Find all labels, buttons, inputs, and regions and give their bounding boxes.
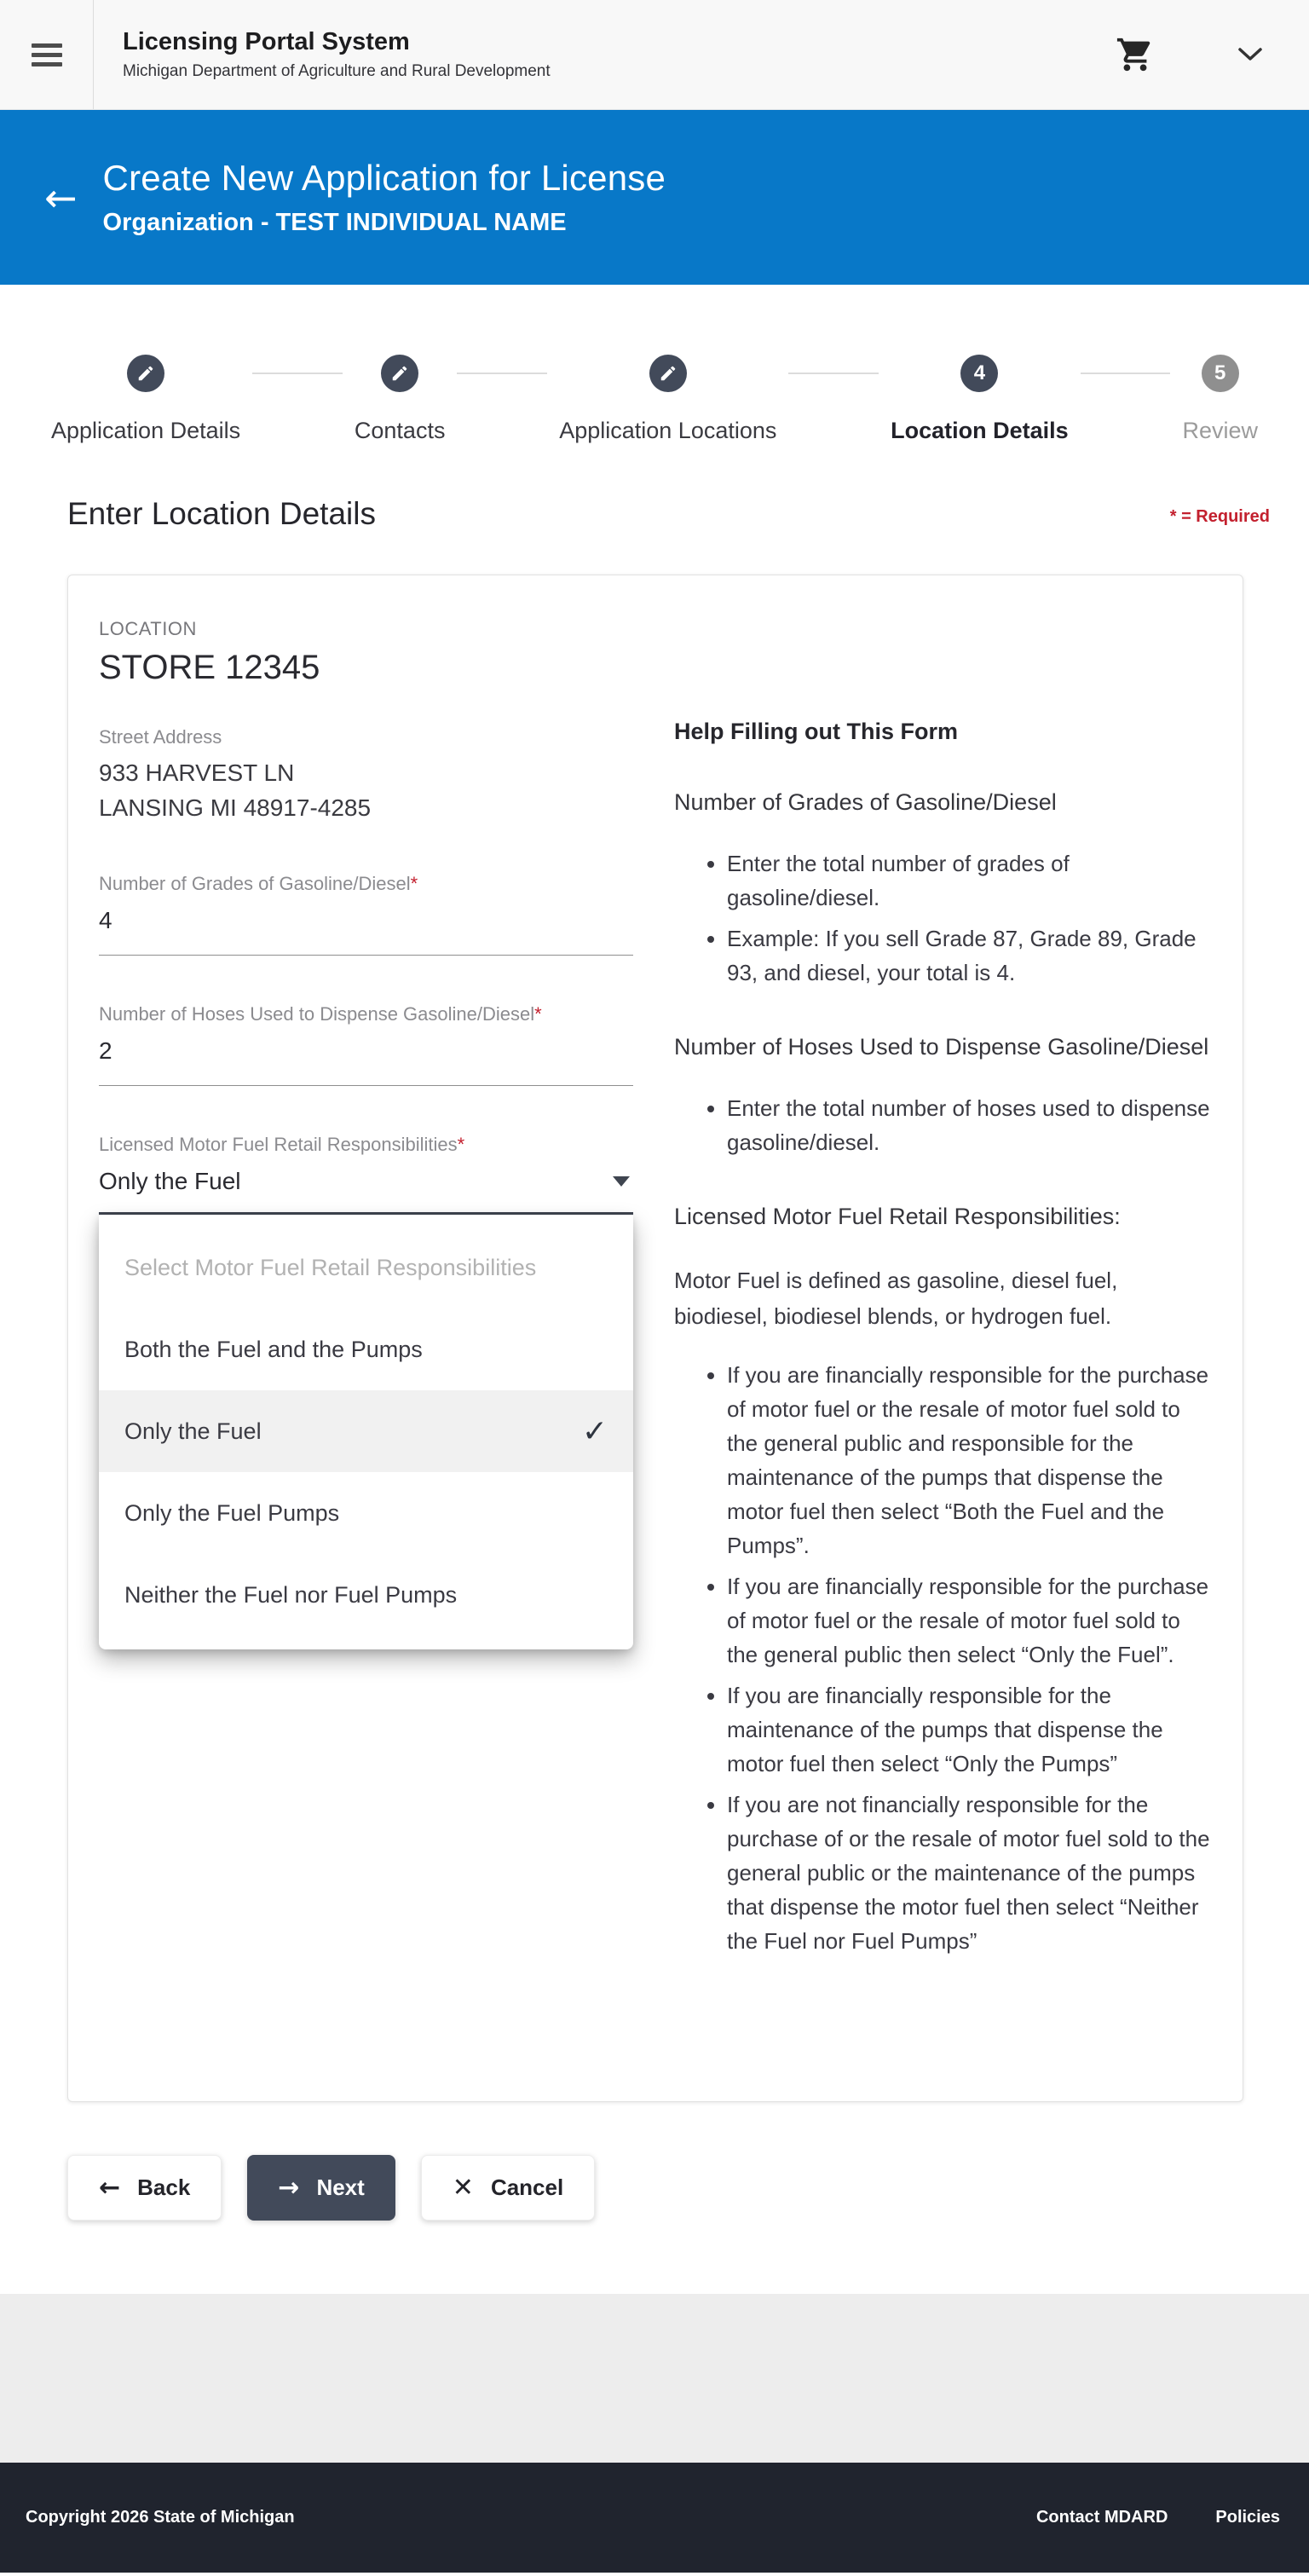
- banner-subtitle: Organization - TEST INDIVIDUAL NAME: [102, 209, 567, 236]
- step-3-label: Application Locations: [559, 418, 777, 443]
- hoses-field-group: [99, 1003, 633, 1086]
- step-5-label: Review: [1182, 418, 1258, 443]
- street-address-value: 933 HARVEST LN LANSING MI 48917-4285: [99, 760, 372, 821]
- location-details-card: [67, 575, 1243, 2102]
- help-bullet-list: [674, 846, 1211, 990]
- help-bullet: • Enter the total number of grades of gasoline/diesel.: [727, 846, 1211, 915]
- step-5-circle: 5: [1202, 355, 1239, 392]
- required-asterisk: *: [534, 1003, 542, 1025]
- wizard-stepper: [0, 327, 1309, 445]
- hamburger-icon: [32, 38, 62, 72]
- responsibilities-field-group: [99, 1134, 633, 1215]
- responsibilities-dropdown-menu: [99, 1215, 633, 1649]
- step-location-details[interactable]: [891, 355, 1069, 444]
- cancel-button[interactable]: ✕ Cancel: [421, 2155, 595, 2221]
- cart-button[interactable]: [1115, 34, 1156, 75]
- dropdown-option-neither[interactable]: Neither the Fuel nor Fuel Pumps: [124, 1581, 458, 1608]
- step-3-circle: [649, 355, 687, 392]
- grades-field-group: [99, 873, 633, 956]
- step-4-label: Location Details: [891, 418, 1069, 443]
- account-menu-button[interactable]: [1236, 46, 1265, 63]
- help-paragraph: Motor Fuel is defined as gasoline, diesel fuel, biodiesel, biodiesel blends, or hydrogen fuel.: [674, 1268, 1118, 1329]
- help-section-heading: Number of Hoses Used to Dispense Gasoline/Diesel: [674, 1034, 1209, 1060]
- pencil-icon: [390, 364, 409, 383]
- footer-link-contact-mdard[interactable]: Contact MDARD: [1035, 2508, 1168, 2527]
- app-subtitle: Michigan Department of Agriculture and Rural Development: [123, 62, 551, 80]
- help-panel: [674, 618, 1211, 2050]
- dropdown-option-only-the-fuel-pumps[interactable]: Only the Fuel Pumps: [124, 1499, 340, 1526]
- help-section-heading: Licensed Motor Fuel Retail Responsibilities:: [674, 1204, 1121, 1229]
- app-title-block: [123, 28, 551, 81]
- back-arrow-icon[interactable]: ←: [44, 174, 78, 221]
- pre-footer-band: [0, 2294, 1309, 2463]
- app-header: [0, 0, 1309, 110]
- responsibilities-field-label: Licensed Motor Fuel Retail Responsibilities*: [99, 1134, 465, 1155]
- close-icon: ✕: [452, 2173, 474, 2203]
- page-banner: [0, 110, 1309, 285]
- checkmark-icon: ✓: [581, 1413, 608, 1449]
- step-contacts[interactable]: [355, 355, 446, 444]
- hoses-field-label: Number of Hoses Used to Dispense Gasoline/Diesel*: [99, 1003, 542, 1025]
- step-application-locations[interactable]: [559, 355, 776, 444]
- help-title: Help Filling out This Form: [674, 719, 958, 744]
- help-bullet: • Example: If you sell Grade 87, Grade 89, Grade 93, and diesel, your total is 4.: [727, 921, 1211, 990]
- hoses-input[interactable]: 2: [99, 1037, 633, 1086]
- required-legend: * = Required: [1169, 507, 1270, 526]
- help-bullet: • If you are financially responsible for the maintenance of the pumps that dispense the motor fuel then select “Only the Pumps”: [727, 1678, 1211, 1781]
- next-arrow-icon: →: [278, 2173, 300, 2203]
- page-footer: [0, 2463, 1309, 2573]
- caret-down-icon: [613, 1176, 630, 1187]
- required-asterisk: *: [457, 1134, 465, 1155]
- shopping-cart-icon: [1116, 35, 1155, 74]
- menu-button[interactable]: [0, 0, 94, 109]
- help-bullet-list: [674, 1358, 1211, 1958]
- step-connector: [788, 373, 879, 374]
- step-4-circle: 4: [960, 355, 998, 392]
- dropdown-option-only-the-fuel[interactable]: Only the Fuel ✓: [99, 1390, 633, 1472]
- help-bullet: • If you are not financially responsible for the purchase of or the resale of motor fuel sold to the general public or the maintenance of the pumps that dispense the motor fuel then select “Neither the Fuel nor Fuel Pumps”: [727, 1788, 1211, 1958]
- step-2-circle: [381, 355, 418, 392]
- location-section-label: LOCATION: [99, 618, 197, 639]
- street-address-label: Street Address: [99, 726, 222, 748]
- step-2-label: Contacts: [354, 418, 446, 443]
- copyright-text: Copyright 2026 State of Michigan: [26, 2508, 295, 2527]
- step-connector: [252, 373, 343, 374]
- pencil-icon: [136, 364, 155, 383]
- dropdown-option-both-fuel-and-pumps[interactable]: Both the Fuel and the Pumps: [124, 1336, 423, 1362]
- help-bullet: • Enter the total number of hoses used to dispense gasoline/diesel.: [727, 1091, 1211, 1159]
- bottom-spacer: [0, 2221, 1309, 2294]
- step-connector: [457, 373, 547, 374]
- form-actions: [67, 2155, 1309, 2221]
- back-arrow-icon: ←: [99, 2173, 121, 2203]
- next-button[interactable]: → Next: [247, 2155, 395, 2221]
- required-asterisk: *: [410, 873, 418, 894]
- responsibilities-select[interactable]: [99, 1168, 633, 1215]
- app-title: Licensing Portal System: [123, 28, 410, 55]
- step-1-label: Application Details: [51, 418, 241, 443]
- grades-input[interactable]: 4: [99, 907, 633, 956]
- location-name: STORE 12345: [99, 649, 320, 686]
- grades-field-label: Number of Grades of Gasoline/Diesel*: [99, 873, 418, 894]
- dropdown-option-placeholder: Select Motor Fuel Retail Responsibilities: [124, 1254, 537, 1280]
- step-review[interactable]: [1182, 355, 1258, 444]
- pencil-icon: [659, 364, 678, 383]
- chevron-down-icon: [1236, 46, 1265, 63]
- help-section-heading: Number of Grades of Gasoline/Diesel: [674, 789, 1057, 815]
- banner-title: Create New Application for License: [102, 158, 666, 198]
- responsibilities-selected-value: Only the Fuel: [99, 1168, 241, 1194]
- help-bullet: • If you are financially responsible for the purchase of motor fuel or the resale of motor fuel sold to the general public then select “Only the Fuel”.: [727, 1569, 1211, 1672]
- step-1-circle: [127, 355, 164, 392]
- back-button[interactable]: ← Back: [67, 2155, 222, 2221]
- footer-link-policies[interactable]: Policies: [1215, 2508, 1280, 2527]
- help-bullet: • If you are financially responsible for the purchase of motor fuel or the resale of motor fuel sold to the general public and responsible for the maintenance of the pumps that dispense the motor fuel then select “Both the Fuel and the Pumps”.: [727, 1358, 1211, 1562]
- page-title: Enter Location Details: [67, 496, 376, 531]
- step-connector: [1081, 373, 1171, 374]
- step-application-details[interactable]: [51, 355, 240, 444]
- banner-title-block: [103, 158, 666, 237]
- help-bullet-list: [674, 1091, 1211, 1159]
